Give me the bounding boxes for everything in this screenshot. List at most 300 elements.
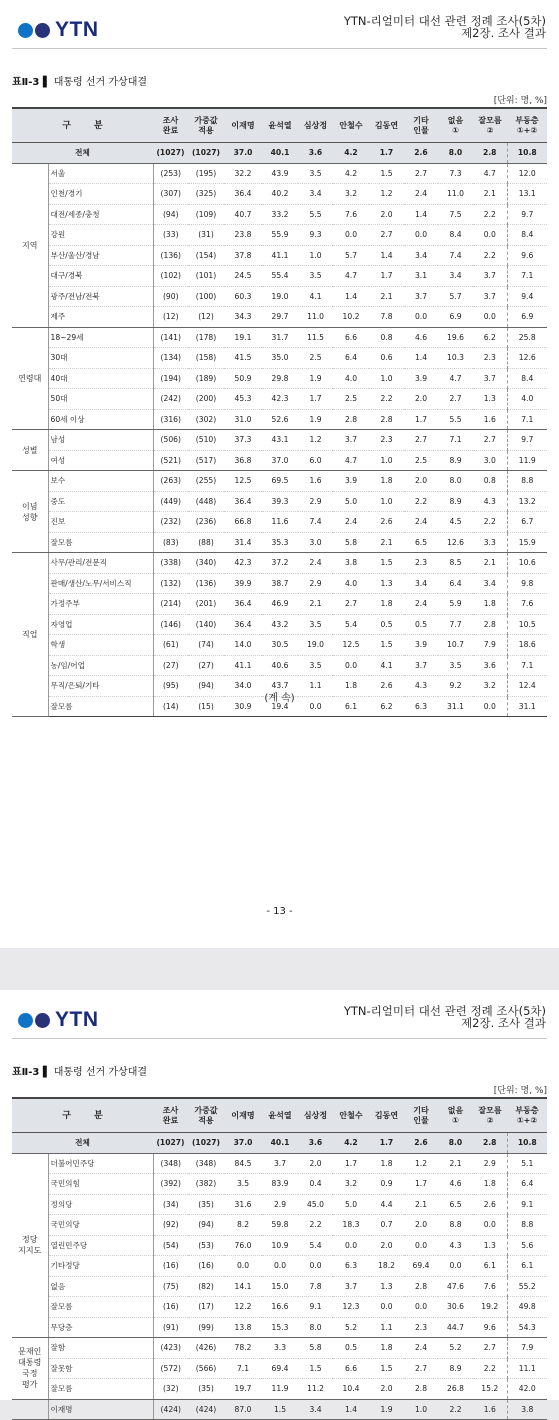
- table-cell: (201): [188, 594, 224, 615]
- table-cell: (17): [188, 1297, 224, 1318]
- header-divider: [12, 1038, 547, 1039]
- table-cell: 6.0: [298, 450, 333, 471]
- table-cell: 40.1: [262, 143, 298, 164]
- table-cell: 2.4: [404, 512, 438, 533]
- table-cell: 5.7: [333, 245, 369, 266]
- table-cell: 4.3: [473, 491, 507, 512]
- table-cell: 1.4: [404, 204, 438, 225]
- table-cell: 4.3: [404, 676, 438, 697]
- row-label: 60세 이상: [48, 409, 153, 430]
- table-row: [12, 1399, 547, 1420]
- table-cell: 3.3: [262, 1338, 298, 1359]
- table-cell: (566): [188, 1358, 224, 1379]
- table-cell: 0.0: [473, 696, 507, 717]
- table-cell: 7.1: [507, 409, 547, 430]
- table-cell: 8.5: [438, 553, 473, 574]
- group-label: 이념 성향: [12, 471, 48, 553]
- table-cell: (35): [188, 1194, 224, 1215]
- table-cell: 7.4: [298, 512, 333, 533]
- row-label: 무직/은퇴/기타: [48, 676, 153, 697]
- table-cell: 6.2: [369, 696, 404, 717]
- table-cell: (16): [188, 1256, 224, 1277]
- table-cell: (91): [153, 1317, 188, 1338]
- table-number: 표Ⅱ-3: [12, 1067, 40, 1078]
- table-cell: 35.3: [262, 532, 298, 553]
- logo-dot-icon: [18, 1013, 33, 1028]
- table-cell: (27): [188, 655, 224, 676]
- table-cell: 31.0: [224, 409, 262, 430]
- table-row: [12, 286, 547, 307]
- table-cell: 19.4: [262, 696, 298, 717]
- table-cell: 4.0: [333, 573, 369, 594]
- table-row: [12, 307, 547, 328]
- table-cell: 55.4: [262, 266, 298, 287]
- table-row: [12, 327, 547, 348]
- table-row: [12, 266, 547, 287]
- table-cell: 8.9: [438, 491, 473, 512]
- table-row: [12, 450, 547, 471]
- table-cell: 0.5: [333, 1338, 369, 1359]
- table-cell: 32.2: [224, 163, 262, 184]
- table-cell: 69.5: [262, 471, 298, 492]
- row-label: 잘모름: [48, 1297, 153, 1318]
- table-cell: 41.5: [224, 348, 262, 369]
- table-cell: 31.1: [507, 696, 547, 717]
- table-cell: 1.7: [333, 1153, 369, 1174]
- table-cell: 37.2: [262, 553, 298, 574]
- table-cell: 6.6: [333, 1358, 369, 1379]
- table-cell: 1.0: [404, 1399, 438, 1420]
- logo-dot-icon: [18, 23, 33, 38]
- table-cell: 10.8: [507, 143, 547, 164]
- table-cell: (154): [188, 245, 224, 266]
- table-cell: 30.6: [438, 1297, 473, 1318]
- table-cell: (325): [188, 184, 224, 205]
- table-cell: 9.1: [298, 1297, 333, 1318]
- table-cell: 1.3: [369, 573, 404, 594]
- table-cell: 50.9: [224, 368, 262, 389]
- table-cell: 7.8: [298, 1276, 333, 1297]
- row-label: 자영업: [48, 614, 153, 635]
- table-cell: 37.0: [224, 1133, 262, 1154]
- table-cell: 2.9: [298, 491, 333, 512]
- table-row: [12, 594, 547, 615]
- table-cell: 0.0: [404, 1235, 438, 1256]
- table-cell: (316): [153, 409, 188, 430]
- table-cell: (94): [188, 676, 224, 697]
- table-cell: 12.3: [333, 1297, 369, 1318]
- table-cell: 2.0: [369, 204, 404, 225]
- column-header: 심상정: [298, 108, 333, 143]
- table-cell: (214): [153, 594, 188, 615]
- table-cell: 0.0: [298, 696, 333, 717]
- table-cell: 10.9: [262, 1235, 298, 1256]
- table-cell: 7.6: [507, 594, 547, 615]
- table-cell: 1.8: [369, 471, 404, 492]
- table-cell: 4.6: [404, 327, 438, 348]
- group-label: 지역: [12, 163, 48, 327]
- group-label: 정당 지지도: [12, 1153, 48, 1338]
- table-cell: (517): [188, 450, 224, 471]
- table-cell: 19.0: [262, 286, 298, 307]
- table-cell: 3.6: [298, 1133, 333, 1154]
- table-cell: (423): [153, 1338, 188, 1359]
- table-cell: (200): [188, 389, 224, 410]
- table-cell: (90): [153, 286, 188, 307]
- table-cell: 0.0: [369, 1297, 404, 1318]
- table-cell: 2.4: [404, 184, 438, 205]
- table-cell: (92): [153, 1215, 188, 1236]
- table-cell: 5.4: [333, 614, 369, 635]
- table-cell: 45.3: [224, 389, 262, 410]
- table-cell: 6.4: [438, 573, 473, 594]
- table-cell: 40.6: [262, 655, 298, 676]
- table-cell: (34): [153, 1194, 188, 1215]
- column-header: 안철수: [333, 108, 369, 143]
- column-header: 김동연: [369, 1098, 404, 1133]
- table-cell: 5.8: [298, 1338, 333, 1359]
- table-cell: 2.6: [369, 512, 404, 533]
- table-cell: 12.6: [507, 348, 547, 369]
- table-cell: 10.5: [507, 614, 547, 635]
- table-cell: 15.0: [262, 1276, 298, 1297]
- table-cell: 19.6: [438, 327, 473, 348]
- table-row: [12, 204, 547, 225]
- table-cell: 2.6: [369, 676, 404, 697]
- table-cell: 3.7: [473, 266, 507, 287]
- row-label: 이재명: [48, 1399, 153, 1420]
- table-cell: 18.6: [507, 635, 547, 656]
- table-cell: 36.4: [224, 491, 262, 512]
- table-cell: 1.0: [369, 491, 404, 512]
- table-cell: 55.2: [507, 1276, 547, 1297]
- table-cell: 1.7: [369, 143, 404, 164]
- table-cell: 8.4: [507, 225, 547, 246]
- table-cell: 16.6: [262, 1297, 298, 1318]
- table-row: [12, 184, 547, 205]
- table-cell: 3.9: [404, 368, 438, 389]
- table-cell: 0.0: [298, 1256, 333, 1277]
- table-cell: 1.7: [404, 1174, 438, 1195]
- table-cell: (392): [153, 1174, 188, 1195]
- table-cell: 1.3: [473, 1235, 507, 1256]
- table-cell: (12): [188, 307, 224, 328]
- table-cell: 1.4: [369, 245, 404, 266]
- table-cell: 18.2: [369, 1256, 404, 1277]
- table-cell: 1.8: [369, 594, 404, 615]
- table-cell: (54): [153, 1235, 188, 1256]
- table-cell: (189): [188, 368, 224, 389]
- table-cell: 3.7: [333, 430, 369, 451]
- table-cell: (194): [153, 368, 188, 389]
- table-row: [12, 532, 547, 553]
- table-cell: 49.8: [507, 1297, 547, 1318]
- table-cell: 9.1: [507, 1194, 547, 1215]
- table-cell: 8.8: [507, 1215, 547, 1236]
- table-cell: 2.0: [298, 1153, 333, 1174]
- table-cell: 2.6: [404, 143, 438, 164]
- column-header: 윤석열: [262, 108, 298, 143]
- row-label: 잘모름: [48, 696, 153, 717]
- group-label: 직업: [12, 553, 48, 717]
- table-cell: 6.9: [438, 307, 473, 328]
- table-cell: 4.7: [333, 266, 369, 287]
- row-label: 30대: [48, 348, 153, 369]
- row-label: 가정주부: [48, 594, 153, 615]
- table-cell: 40.2: [262, 184, 298, 205]
- table-title: 표Ⅱ-3 ▌ 대통령 선거 가상대결: [12, 77, 148, 88]
- table-cell: 3.5: [298, 655, 333, 676]
- table-cell: 2.0: [404, 389, 438, 410]
- row-label: 사무/관리/전문직: [48, 553, 153, 574]
- table-cell: 4.5: [438, 512, 473, 533]
- table-cell: 2.9: [262, 1194, 298, 1215]
- table-cell: 6.5: [438, 1194, 473, 1215]
- table-cell: 0.4: [298, 1174, 333, 1195]
- table-cell: 2.2: [473, 204, 507, 225]
- table-cell: (99): [188, 1317, 224, 1338]
- row-label: 잘함: [48, 1338, 153, 1359]
- table-cell: 1.6: [473, 1399, 507, 1420]
- column-header: 기타 인물: [404, 1098, 438, 1133]
- table-cell: 26.8: [438, 1379, 473, 1400]
- table-cell: (195): [188, 163, 224, 184]
- table-cell: 2.0: [369, 1379, 404, 1400]
- table-cell: (136): [153, 245, 188, 266]
- table-cell: 2.7: [369, 225, 404, 246]
- row-label: 50대: [48, 389, 153, 410]
- table-cell: 5.9: [438, 594, 473, 615]
- table-cell: 34.3: [224, 307, 262, 328]
- table-cell: 1.7: [369, 266, 404, 287]
- table-cell: 2.9: [473, 1153, 507, 1174]
- table-cell: (32): [153, 1379, 188, 1400]
- table-cell: 2.2: [473, 512, 507, 533]
- table-cell: 12.5: [224, 471, 262, 492]
- table-cell: 11.5: [298, 327, 333, 348]
- row-label: 부산/울산/경남: [48, 245, 153, 266]
- table-cell: 2.7: [404, 1358, 438, 1379]
- table-cell: 4.2: [333, 1133, 369, 1154]
- table-cell: 3.2: [333, 1174, 369, 1195]
- table-cell: 2.7: [473, 1338, 507, 1359]
- table-cell: 0.0: [333, 1235, 369, 1256]
- table-cell: 2.8: [473, 614, 507, 635]
- table-cell: 43.7: [262, 676, 298, 697]
- row-label: 국민의당: [48, 1215, 153, 1236]
- table-row: [12, 1133, 547, 1154]
- table-cell: 39.9: [224, 573, 262, 594]
- table-cell: 2.7: [438, 389, 473, 410]
- header-title-line2: 제2장. 조사 결과: [461, 26, 546, 40]
- table-row: [12, 348, 547, 369]
- table-row: [12, 1256, 547, 1277]
- column-header: 부동층 ①+②: [507, 108, 547, 143]
- table-cell: 1.0: [298, 245, 333, 266]
- table-cell: 42.3: [262, 389, 298, 410]
- column-header: 가중값 적용: [188, 108, 224, 143]
- table-cell: 6.4: [507, 1174, 547, 1195]
- table-cell: 2.6: [473, 1194, 507, 1215]
- page-number: - 13 -: [266, 906, 293, 917]
- table-cell: (83): [153, 532, 188, 553]
- table-cell: 37.8: [224, 245, 262, 266]
- report-header-title: [344, 15, 546, 39]
- table-cell: 54.3: [507, 1317, 547, 1338]
- table-cell: 30.9: [224, 696, 262, 717]
- table-cell: (109): [188, 204, 224, 225]
- logo-text: YTN: [55, 18, 99, 41]
- table-cell: 0.8: [369, 327, 404, 348]
- table-row: [12, 512, 547, 533]
- table-cell: 19.2: [473, 1297, 507, 1318]
- column-header: 심상정: [298, 1098, 333, 1133]
- table-cell: 2.0: [404, 1215, 438, 1236]
- table-cell: 15.2: [473, 1379, 507, 1400]
- table-cell: (74): [188, 635, 224, 656]
- column-header: 기타 인물: [404, 108, 438, 143]
- table-cell: 36.8: [224, 450, 262, 471]
- table-cell: 8.9: [438, 1358, 473, 1379]
- table-cell: 7.7: [438, 614, 473, 635]
- table-cell: 2.4: [404, 594, 438, 615]
- table-cell: 87.0: [224, 1399, 262, 1420]
- table-cell: 2.7: [404, 430, 438, 451]
- table-cell: 2.8: [369, 409, 404, 430]
- table-cell: 2.1: [438, 1153, 473, 1174]
- table-cell: 31.4: [224, 532, 262, 553]
- column-header: 부동층 ①+②: [507, 1098, 547, 1133]
- row-label: 남성: [48, 430, 153, 451]
- table-cell: 69.4: [404, 1256, 438, 1277]
- row-label: 제주: [48, 307, 153, 328]
- table-row: [12, 1194, 547, 1215]
- table-cell: 7.6: [473, 1276, 507, 1297]
- table-cell: (95): [153, 676, 188, 697]
- table-cell: 3.7: [473, 286, 507, 307]
- table-cell: 8.0: [438, 471, 473, 492]
- table-cell: 9.7: [507, 204, 547, 225]
- table-cell: 4.2: [333, 143, 369, 164]
- table-cell: 2.1: [369, 532, 404, 553]
- table-cell: 5.6: [507, 1235, 547, 1256]
- table-cell: 1.9: [298, 409, 333, 430]
- ytn-logo: [18, 19, 99, 41]
- table-cell: 3.6: [298, 143, 333, 164]
- table-row: [12, 471, 547, 492]
- table-cell: 0.0: [404, 1297, 438, 1318]
- table-cell: (94): [153, 204, 188, 225]
- table-cell: 9.8: [507, 573, 547, 594]
- table-cell: 11.9: [507, 450, 547, 471]
- table-cell: 8.8: [507, 471, 547, 492]
- row-label: 중도: [48, 491, 153, 512]
- table-cell: 5.8: [333, 532, 369, 553]
- table-cell: 2.7: [473, 430, 507, 451]
- table-cell: 6.3: [333, 1256, 369, 1277]
- group-label: 문재인 대통령 국정 평가: [12, 1338, 48, 1400]
- column-header: 윤석열: [262, 1098, 298, 1133]
- table-row: [12, 1235, 547, 1256]
- table-cell: 36.4: [224, 184, 262, 205]
- table-cell: (102): [153, 266, 188, 287]
- table-cell: 8.9: [438, 450, 473, 471]
- table-cell: 1.5: [262, 1399, 298, 1420]
- table-cell: 2.3: [404, 553, 438, 574]
- row-label: 대전/세종/충청: [48, 204, 153, 225]
- table-cell: 14.1: [224, 1276, 262, 1297]
- table-cell: 1.3: [369, 1276, 404, 1297]
- table-cell: 15.9: [507, 532, 547, 553]
- table-cell: 38.7: [262, 573, 298, 594]
- ytn-logo: [18, 1009, 99, 1031]
- table-cell: 9.6: [473, 1317, 507, 1338]
- table-cell: 0.0: [333, 225, 369, 246]
- table-cell: 3.5: [298, 266, 333, 287]
- header-title-line2: 제2장. 조사 결과: [461, 1016, 546, 1030]
- table-cell: 44.7: [438, 1317, 473, 1338]
- column-header: 가중값 적용: [188, 1098, 224, 1133]
- table-cell: 5.4: [298, 1235, 333, 1256]
- table-cell: (506): [153, 430, 188, 451]
- table-cell: 6.3: [404, 696, 438, 717]
- table-cell: 6.1: [333, 696, 369, 717]
- table-cell: 4.7: [333, 450, 369, 471]
- row-label: 전체: [12, 143, 153, 164]
- table-cell: 2.2: [404, 491, 438, 512]
- table-cell: 0.0: [438, 1256, 473, 1277]
- row-label: 40대: [48, 368, 153, 389]
- table-cell: 6.1: [473, 1256, 507, 1277]
- table-cell: 9.6: [507, 245, 547, 266]
- group-label: 성별: [12, 430, 48, 471]
- table-cell: 10.4: [333, 1379, 369, 1400]
- row-label: 진보: [48, 512, 153, 533]
- table-cell: (101): [188, 266, 224, 287]
- table-cell: (134): [153, 348, 188, 369]
- table-cell: 5.0: [333, 1194, 369, 1215]
- table-cell: 6.2: [473, 327, 507, 348]
- table-cell: 2.2: [369, 389, 404, 410]
- table-cell: 0.0: [404, 307, 438, 328]
- table-cell: 1.8: [473, 1174, 507, 1195]
- table-row: [12, 163, 547, 184]
- table-cell: 4.4: [369, 1194, 404, 1215]
- table-cell: (158): [188, 348, 224, 369]
- table-row: [12, 614, 547, 635]
- table-cell: (75): [153, 1276, 188, 1297]
- table-cell: 2.2: [438, 1399, 473, 1420]
- table-cell: 1.3: [473, 389, 507, 410]
- table-title-text: 대통령 선거 가상대결: [53, 1067, 148, 1078]
- table-cell: 43.2: [262, 614, 298, 635]
- table-cell: 0.5: [404, 614, 438, 635]
- table-cell: 9.2: [438, 676, 473, 697]
- table-cell: 12.0: [507, 163, 547, 184]
- table-cell: 9.4: [507, 286, 547, 307]
- table-cell: 4.1: [298, 286, 333, 307]
- table-cell: 36.4: [224, 594, 262, 615]
- table-cell: 36.4: [224, 614, 262, 635]
- row-label: 기타정당: [48, 1256, 153, 1277]
- table-cell: (178): [188, 327, 224, 348]
- table-cell: (232): [153, 512, 188, 533]
- table-cell: 5.2: [333, 1317, 369, 1338]
- table-cell: 5.1: [507, 1153, 547, 1174]
- table-cell: 60.3: [224, 286, 262, 307]
- table-cell: 41.1: [262, 245, 298, 266]
- unit-label: [단위: 명, %]: [493, 96, 547, 106]
